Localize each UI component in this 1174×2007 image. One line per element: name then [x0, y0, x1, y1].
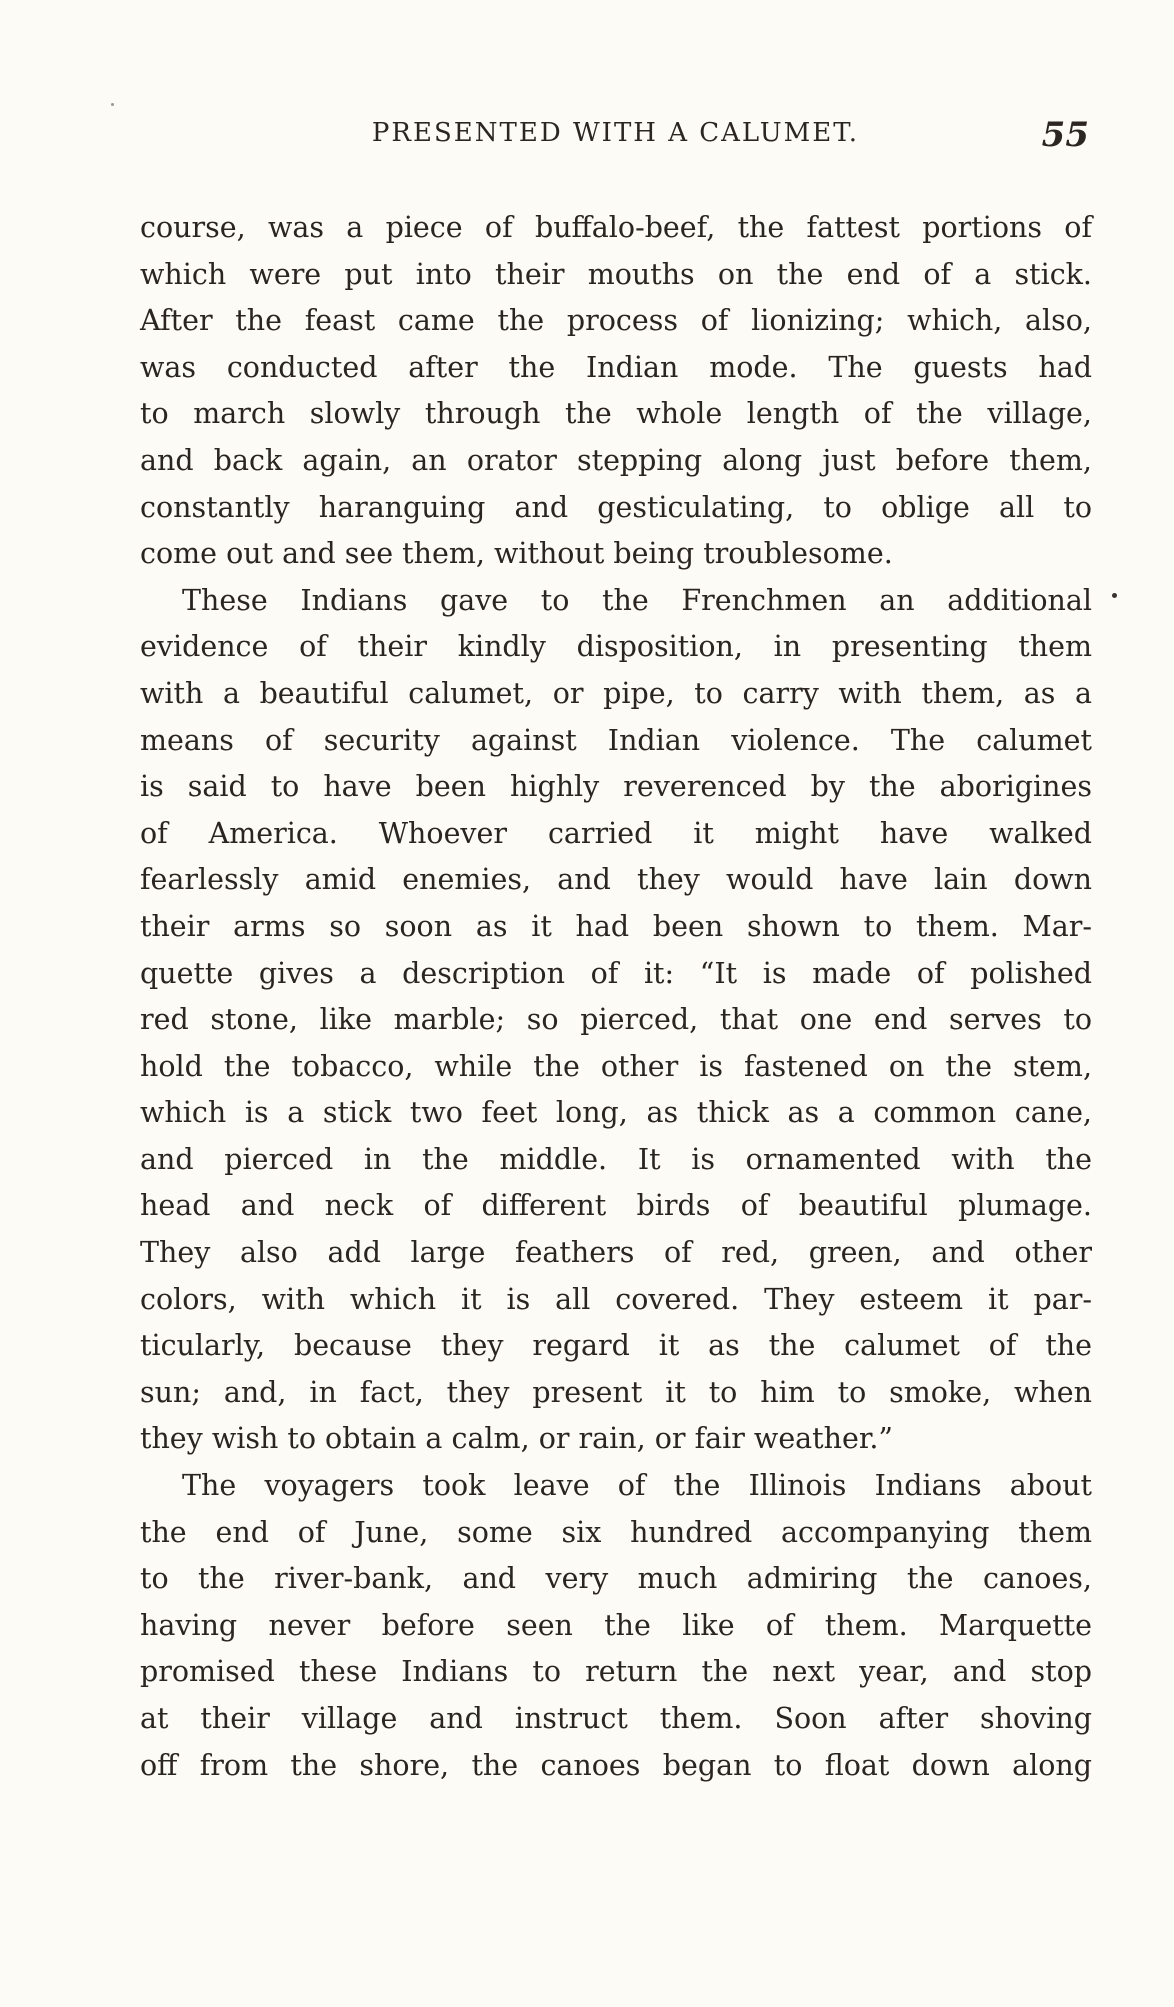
text-line: and pierced in the middle. It is ornamented with the	[140, 1142, 1092, 1176]
text-line: and back again, an orator stepping along just before them,	[140, 443, 1092, 477]
text-line: off from the shore, the canoes began to float down along	[140, 1748, 1092, 1782]
body-text	[140, 205, 1092, 1789]
text-line: These Indians gave to the Frenchmen an additional	[182, 583, 1092, 617]
text-line: which were put into their mouths on the end of a stick.	[140, 257, 1092, 291]
text-line: come out and see them, without being troublesome.	[140, 537, 893, 571]
ink-speck	[1112, 593, 1117, 598]
text-line: having never before seen the like of them. Marquette	[140, 1608, 1092, 1642]
ink-speck	[111, 103, 114, 106]
text-line: hold the tobacco, while the other is fastened on the stem,	[140, 1049, 1092, 1083]
text-line: colors, with which it is all covered. They esteem it par-	[140, 1282, 1092, 1316]
text-line: After the feast came the process of lionizing; which, also,	[140, 304, 1092, 338]
text-line: red stone, like marble; so pierced, that one end serves to	[140, 1003, 1092, 1037]
text-line: means of security against Indian violence. The calumet	[140, 723, 1092, 757]
text-line: ticularly, because they regard it as the calumet of the	[140, 1329, 1092, 1363]
text-line: their arms so soon as it had been shown to them. Mar-	[140, 909, 1092, 943]
text-line: to march slowly through the whole length of the village,	[140, 397, 1092, 431]
text-line: course, was a piece of buffalo-beef, the fattest portions of	[140, 211, 1092, 244]
text-line: they wish to obtain a calm, or rain, or fair weather.”	[140, 1422, 893, 1456]
text-line: evidence of their kindly disposition, in presenting them	[140, 630, 1092, 664]
text-line: which is a stick two feet long, as thick as a common cane,	[140, 1096, 1092, 1130]
text-line: at their village and instruct them. Soon after shoving	[140, 1702, 1092, 1735]
text-line: with a beautiful calumet, or pipe, to carry with them, as a	[140, 676, 1092, 710]
page-number: 55	[1041, 115, 1089, 155]
text-line: fearlessly amid enemies, and they would have lain down	[140, 863, 1092, 897]
page-header	[138, 115, 1093, 158]
text-line: sun; and, in fact, they present it to him to smoke, when	[140, 1375, 1092, 1409]
text-line: They also add large feathers of red, green, and other	[140, 1236, 1092, 1270]
text-line: to the river-bank, and very much admiring the canoes,	[140, 1562, 1092, 1596]
text-line: quette gives a description of it: “It is made of polished	[140, 956, 1092, 990]
text-line: constantly haranguing and gesticulating, to oblige all to	[140, 490, 1092, 524]
text-line: head and neck of different birds of beautiful plumage.	[140, 1189, 1092, 1223]
text-line: The voyagers took leave of the Illinois Indians about	[182, 1469, 1092, 1503]
text-line: was conducted after the Indian mode. The guests had	[140, 350, 1092, 384]
text-line: is said to have been highly reverenced by the aborigines	[140, 770, 1092, 804]
text-line: of America. Whoever carried it might have walked	[140, 816, 1092, 850]
text-line: the end of June, some six hundred accompanying them	[140, 1515, 1092, 1549]
text-line: promised these Indians to return the next year, and stop	[140, 1655, 1092, 1689]
running-head: PRESENTED WITH A CALUMET.	[371, 118, 860, 148]
